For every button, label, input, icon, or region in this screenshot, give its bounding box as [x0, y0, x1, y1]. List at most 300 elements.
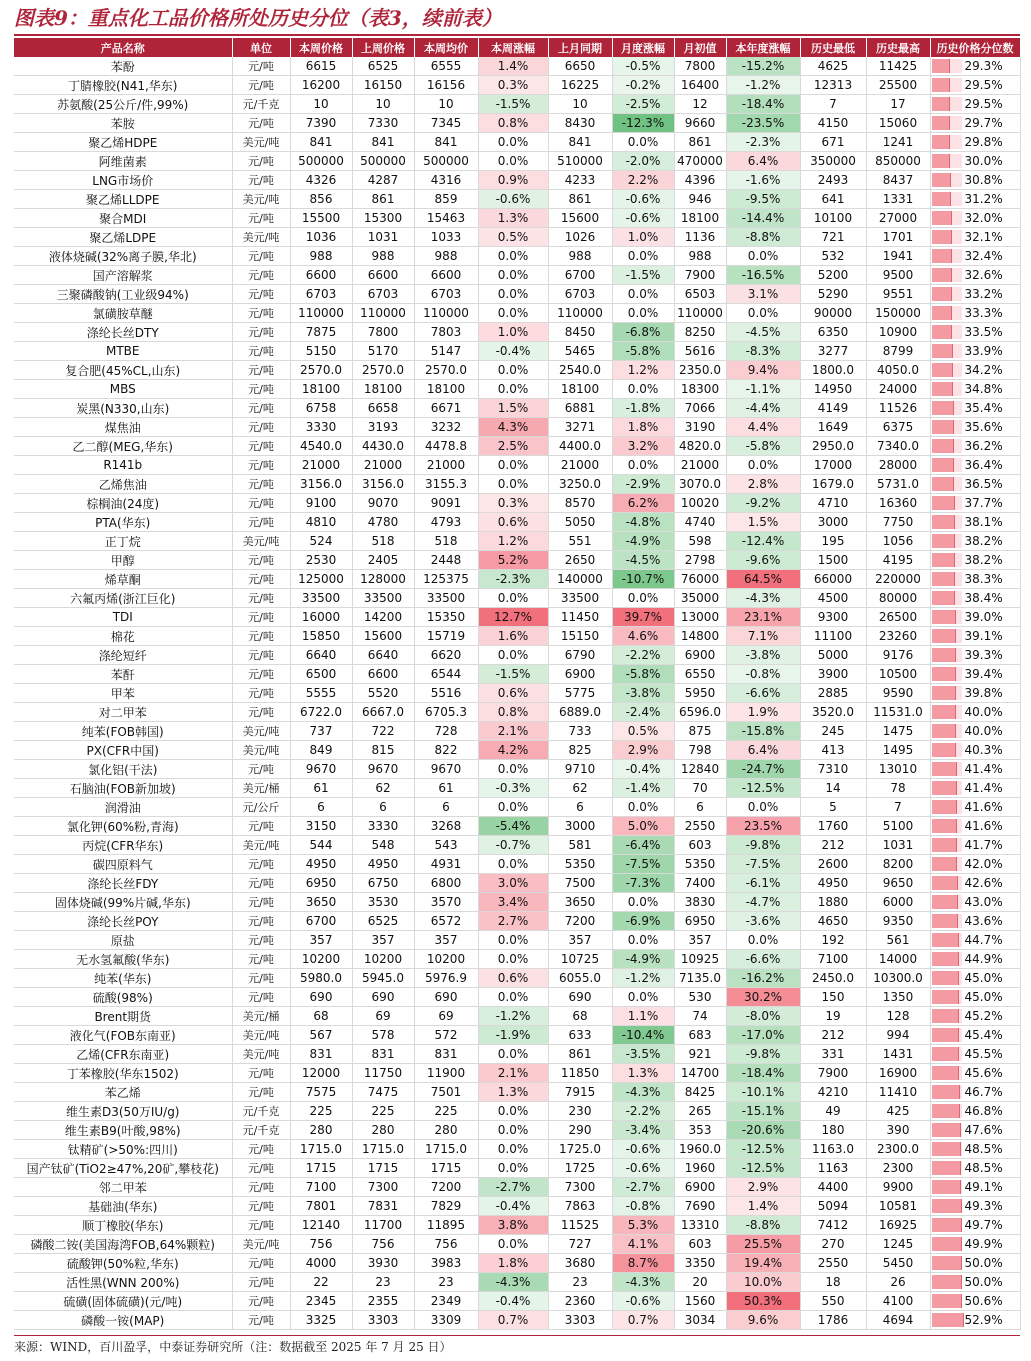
- price-last-week-cell: 10200: [352, 950, 414, 969]
- weekly-change-cell: -5.4%: [478, 817, 548, 836]
- product-name-cell: 原盐: [14, 931, 232, 950]
- product-name-cell: 硫磺(固体硫磺)(元/吨): [14, 1292, 232, 1311]
- historical-percentile-cell: [930, 171, 1020, 190]
- weekly-change-cell: -0.4%: [478, 1292, 548, 1311]
- weekly-change-cell: 0.7%: [478, 1311, 548, 1330]
- weekly-change-cell: 2.5%: [478, 437, 548, 456]
- product-name-cell: 润滑油: [14, 798, 232, 817]
- price-last-week-cell: 9070: [352, 494, 414, 513]
- price-this-week-cell: 1715.0: [290, 1140, 352, 1159]
- table-row: [14, 247, 1020, 266]
- table-row: [14, 817, 1020, 836]
- weekly-change-cell: -2.7%: [478, 1178, 548, 1197]
- table-row: [14, 1216, 1020, 1235]
- month-start-value-cell: 3034: [674, 1311, 726, 1330]
- price-last-month-cell: 5465: [548, 342, 612, 361]
- price-this-week-cell: 15850: [290, 627, 352, 646]
- weekly-change-cell: -1.2%: [478, 1007, 548, 1026]
- price-last-month-cell: 1725: [548, 1159, 612, 1178]
- percentile-value: 35.4%: [964, 401, 1003, 415]
- price-last-week-cell: 7475: [352, 1083, 414, 1102]
- avg-this-week-cell: 9091: [414, 494, 478, 513]
- historical-high-cell: 11531.0: [866, 703, 930, 722]
- product-name-cell: 涤纶长丝POY: [14, 912, 232, 931]
- historical-high-cell: 128: [866, 1007, 930, 1026]
- product-name-cell: 硫酸(98%): [14, 988, 232, 1007]
- percentile-bar: [932, 1085, 960, 1099]
- historical-percentile-cell: [930, 1007, 1020, 1026]
- monthly-change-cell: -10.7%: [612, 570, 674, 589]
- product-name-cell: 活性黑(WNN 200%): [14, 1273, 232, 1292]
- historical-low-cell: 4650: [800, 912, 866, 931]
- percentile-bar: [932, 1028, 959, 1042]
- avg-this-week-cell: 1033: [414, 228, 478, 247]
- unit-cell: 元/吨: [232, 627, 290, 646]
- ytd-change-cell: 30.2%: [726, 988, 800, 1007]
- historical-percentile-cell: [930, 285, 1020, 304]
- ytd-change-cell: -12.4%: [726, 532, 800, 551]
- column-header: 单位: [232, 38, 290, 57]
- unit-cell: 元/吨: [232, 1140, 290, 1159]
- historical-high-cell: 7340.0: [866, 437, 930, 456]
- percentile-bar: [932, 800, 957, 814]
- historical-high-cell: 9176: [866, 646, 930, 665]
- historical-low-cell: 3000: [800, 513, 866, 532]
- percentile-value: 32.1%: [964, 230, 1003, 244]
- monthly-change-cell: 39.7%: [612, 608, 674, 627]
- historical-high-cell: 5100: [866, 817, 930, 836]
- price-last-week-cell: 15600: [352, 627, 414, 646]
- ytd-change-cell: -0.8%: [726, 665, 800, 684]
- table-row: [14, 323, 1020, 342]
- price-last-month-cell: 1026: [548, 228, 612, 247]
- percentile-bar: [932, 1256, 962, 1270]
- unit-cell: 元/吨: [232, 304, 290, 323]
- historical-percentile-cell: [930, 1121, 1020, 1140]
- avg-this-week-cell: 21000: [414, 456, 478, 475]
- historical-high-cell: 2300.0: [866, 1140, 930, 1159]
- percentile-value: 41.7%: [964, 838, 1003, 852]
- price-this-week-cell: 21000: [290, 456, 352, 475]
- month-start-value-cell: 21000: [674, 456, 726, 475]
- monthly-change-cell: -10.4%: [612, 1026, 674, 1045]
- historical-high-cell: 425: [866, 1102, 930, 1121]
- price-last-month-cell: 3680: [548, 1254, 612, 1273]
- avg-this-week-cell: 3570: [414, 893, 478, 912]
- historical-high-cell: 1056: [866, 532, 930, 551]
- table-row: [14, 722, 1020, 741]
- price-last-month-cell: 10725: [548, 950, 612, 969]
- unit-cell: 元/吨: [232, 456, 290, 475]
- percentile-bar: [932, 458, 954, 472]
- product-name-cell: 邻二甲苯: [14, 1178, 232, 1197]
- monthly-change-cell: -4.9%: [612, 532, 674, 551]
- percentile-value: 45.5%: [964, 1047, 1003, 1061]
- table-row: [14, 627, 1020, 646]
- historical-percentile-cell: [930, 1216, 1020, 1235]
- product-name-cell: 阿维菌素: [14, 152, 232, 171]
- price-last-month-cell: 16225: [548, 76, 612, 95]
- price-last-week-cell: 518: [352, 532, 414, 551]
- historical-percentile-cell: [930, 551, 1020, 570]
- avg-this-week-cell: 6620: [414, 646, 478, 665]
- historical-high-cell: 994: [866, 1026, 930, 1045]
- historical-low-cell: 1800.0: [800, 361, 866, 380]
- price-last-month-cell: 988: [548, 247, 612, 266]
- percentile-bar: [932, 1009, 959, 1023]
- percentile-value: 45.6%: [964, 1066, 1003, 1080]
- historical-low-cell: 2493: [800, 171, 866, 190]
- historical-high-cell: 4100: [866, 1292, 930, 1311]
- table-row: [14, 266, 1020, 285]
- source-note: 来源：WIND，百川盈孚，中泰证券研究所（注：数据截至 2025 年 7 月 25 日）: [14, 1340, 452, 1354]
- historical-low-cell: 1163: [800, 1159, 866, 1178]
- percentile-bar: [932, 1142, 961, 1156]
- percentile-value: 30.0%: [964, 154, 1003, 168]
- month-start-value-cell: 7800: [674, 57, 726, 76]
- weekly-change-cell: 0.0%: [478, 1140, 548, 1159]
- monthly-change-cell: -12.3%: [612, 114, 674, 133]
- percentile-bar: [932, 1066, 959, 1080]
- price-last-month-cell: 8570: [548, 494, 612, 513]
- price-last-week-cell: 578: [352, 1026, 414, 1045]
- product-name-cell: 炭黑(N330,山东): [14, 399, 232, 418]
- price-last-week-cell: 861: [352, 190, 414, 209]
- price-last-week-cell: 10: [352, 95, 414, 114]
- price-this-week-cell: 18100: [290, 380, 352, 399]
- table-row: [14, 95, 1020, 114]
- historical-percentile-cell: [930, 1292, 1020, 1311]
- percentile-value: 31.2%: [964, 192, 1003, 206]
- table-row: [14, 133, 1020, 152]
- historical-low-cell: 1760: [800, 817, 866, 836]
- historical-percentile-cell: [930, 228, 1020, 247]
- unit-cell: 元/吨: [232, 437, 290, 456]
- ytd-change-cell: -9.2%: [726, 494, 800, 513]
- month-start-value-cell: 1960.0: [674, 1140, 726, 1159]
- percentile-value: 35.6%: [964, 420, 1003, 434]
- unit-cell: 元/千克: [232, 1102, 290, 1121]
- unit-cell: 元/吨: [232, 342, 290, 361]
- percentile-bar: [932, 610, 956, 624]
- ytd-change-cell: -15.8%: [726, 722, 800, 741]
- price-this-week-cell: 4540.0: [290, 437, 352, 456]
- historical-percentile-cell: [930, 1273, 1020, 1292]
- price-last-month-cell: 3250.0: [548, 475, 612, 494]
- historical-percentile-cell: [930, 57, 1020, 76]
- percentile-value: 45.0%: [964, 971, 1003, 985]
- unit-cell: 元/吨: [232, 589, 290, 608]
- price-this-week-cell: 988: [290, 247, 352, 266]
- table-row: [14, 1311, 1020, 1330]
- avg-this-week-cell: 61: [414, 779, 478, 798]
- historical-percentile-cell: [930, 1159, 1020, 1178]
- percentile-value: 44.7%: [964, 933, 1003, 947]
- month-start-value-cell: 5616: [674, 342, 726, 361]
- avg-this-week-cell: 756: [414, 1235, 478, 1254]
- percentile-bar: [932, 59, 950, 73]
- table-row: [14, 703, 1020, 722]
- ytd-change-cell: -3.6%: [726, 912, 800, 931]
- monthly-change-cell: -2.9%: [612, 475, 674, 494]
- percentile-bar: [932, 1180, 961, 1194]
- column-header: 月度涨幅: [612, 38, 674, 57]
- historical-low-cell: 192: [800, 931, 866, 950]
- unit-cell: 元/吨: [232, 950, 290, 969]
- month-start-value-cell: 12: [674, 95, 726, 114]
- price-last-month-cell: 6703: [548, 285, 612, 304]
- monthly-change-cell: 0.0%: [612, 931, 674, 950]
- price-this-week-cell: 5980.0: [290, 969, 352, 988]
- table-row: [14, 209, 1020, 228]
- price-last-month-cell: 11525: [548, 1216, 612, 1235]
- percentile-bar: [932, 97, 950, 111]
- price-last-month-cell: 33500: [548, 589, 612, 608]
- percentile-value: 47.6%: [964, 1123, 1003, 1137]
- price-last-week-cell: 11700: [352, 1216, 414, 1235]
- ytd-change-cell: -9.6%: [726, 551, 800, 570]
- table-row: [14, 57, 1020, 76]
- price-last-week-cell: 4950: [352, 855, 414, 874]
- month-start-value-cell: 603: [674, 1235, 726, 1254]
- product-name-cell: 氯化钾(60%粉,青海): [14, 817, 232, 836]
- price-last-month-cell: 68: [548, 1007, 612, 1026]
- historical-percentile-cell: [930, 266, 1020, 285]
- price-last-week-cell: 2405: [352, 551, 414, 570]
- table-row: [14, 1102, 1020, 1121]
- avg-this-week-cell: 16156: [414, 76, 478, 95]
- historical-high-cell: 850000: [866, 152, 930, 171]
- percentile-bar: [932, 1237, 962, 1251]
- price-last-week-cell: 756: [352, 1235, 414, 1254]
- price-this-week-cell: 7390: [290, 114, 352, 133]
- price-this-week-cell: 5150: [290, 342, 352, 361]
- table-header-row: [14, 38, 1020, 57]
- price-last-month-cell: 7863: [548, 1197, 612, 1216]
- product-name-cell: 无水氢氟酸(华东): [14, 950, 232, 969]
- percentile-value: 43.0%: [964, 895, 1003, 909]
- historical-low-cell: 7900: [800, 1064, 866, 1083]
- product-name-cell: 六氟丙烯(浙江巨化): [14, 589, 232, 608]
- monthly-change-cell: -2.2%: [612, 1102, 674, 1121]
- source-rule: [14, 1335, 1020, 1336]
- monthly-change-cell: 4.1%: [612, 1235, 674, 1254]
- monthly-change-cell: 2.9%: [612, 741, 674, 760]
- price-this-week-cell: 831: [290, 1045, 352, 1064]
- historical-low-cell: 12313: [800, 76, 866, 95]
- price-last-month-cell: 23: [548, 1273, 612, 1292]
- month-start-value-cell: 76000: [674, 570, 726, 589]
- month-start-value-cell: 7900: [674, 266, 726, 285]
- ytd-change-cell: -4.3%: [726, 589, 800, 608]
- month-start-value-cell: 2798: [674, 551, 726, 570]
- historical-percentile-cell: [930, 532, 1020, 551]
- historical-low-cell: 150: [800, 988, 866, 1007]
- percentile-bar: [932, 591, 955, 605]
- table-row: [14, 912, 1020, 931]
- avg-this-week-cell: 7345: [414, 114, 478, 133]
- monthly-change-cell: 1.8%: [612, 418, 674, 437]
- historical-percentile-cell: [930, 342, 1020, 361]
- percentile-value: 38.2%: [964, 553, 1003, 567]
- month-start-value-cell: 10925: [674, 950, 726, 969]
- avg-this-week-cell: 4316: [414, 171, 478, 190]
- weekly-change-cell: 5.2%: [478, 551, 548, 570]
- monthly-change-cell: 5.3%: [612, 1216, 674, 1235]
- product-name-cell: 石脑油(FOB新加坡): [14, 779, 232, 798]
- historical-high-cell: 9590: [866, 684, 930, 703]
- percentile-value: 29.5%: [964, 78, 1003, 92]
- historical-high-cell: 13010: [866, 760, 930, 779]
- product-name-cell: 钛精矿(>50%:四川): [14, 1140, 232, 1159]
- price-last-week-cell: 6640: [352, 646, 414, 665]
- product-name-cell: 正丁烷: [14, 532, 232, 551]
- historical-low-cell: 1163.0: [800, 1140, 866, 1159]
- price-this-week-cell: 4810: [290, 513, 352, 532]
- price-this-week-cell: 4000: [290, 1254, 352, 1273]
- avg-this-week-cell: 822: [414, 741, 478, 760]
- month-start-value-cell: 8425: [674, 1083, 726, 1102]
- weekly-change-cell: 4.3%: [478, 418, 548, 437]
- table-row: [14, 1045, 1020, 1064]
- monthly-change-cell: -0.6%: [612, 1159, 674, 1178]
- price-last-month-cell: 110000: [548, 304, 612, 323]
- ytd-change-cell: 1.4%: [726, 1197, 800, 1216]
- historical-high-cell: 10300.0: [866, 969, 930, 988]
- price-this-week-cell: 6722.0: [290, 703, 352, 722]
- product-name-cell: 甲苯: [14, 684, 232, 703]
- unit-cell: 美元/吨: [232, 722, 290, 741]
- avg-this-week-cell: 4478.8: [414, 437, 478, 456]
- avg-this-week-cell: 357: [414, 931, 478, 950]
- product-name-cell: 顺丁橡胶(华东): [14, 1216, 232, 1235]
- product-name-cell: 苏氨酸(25公斤/件,99%): [14, 95, 232, 114]
- product-name-cell: MBS: [14, 380, 232, 399]
- historical-high-cell: 7750: [866, 513, 930, 532]
- percentile-bar: [932, 1104, 960, 1118]
- percentile-value: 33.5%: [964, 325, 1003, 339]
- price-last-month-cell: 7300: [548, 1178, 612, 1197]
- month-start-value-cell: 6596.0: [674, 703, 726, 722]
- avg-this-week-cell: 10200: [414, 950, 478, 969]
- price-this-week-cell: 1036: [290, 228, 352, 247]
- price-this-week-cell: 7100: [290, 1178, 352, 1197]
- historical-high-cell: 16900: [866, 1064, 930, 1083]
- unit-cell: 元/吨: [232, 171, 290, 190]
- percentile-bar: [932, 629, 956, 643]
- weekly-change-cell: 0.0%: [478, 1235, 548, 1254]
- percentile-value: 38.1%: [964, 515, 1003, 529]
- historical-percentile-cell: [930, 1254, 1020, 1273]
- historical-percentile-cell: [930, 969, 1020, 988]
- price-last-month-cell: 510000: [548, 152, 612, 171]
- historical-low-cell: 7100: [800, 950, 866, 969]
- avg-this-week-cell: 3309: [414, 1311, 478, 1330]
- unit-cell: 元/吨: [232, 380, 290, 399]
- percentile-bar: [932, 1047, 959, 1061]
- table-row: [14, 437, 1020, 456]
- month-start-value-cell: 683: [674, 1026, 726, 1045]
- unit-cell: 元/吨: [232, 1273, 290, 1292]
- month-start-value-cell: 1960: [674, 1159, 726, 1178]
- monthly-change-cell: -0.8%: [612, 1197, 674, 1216]
- price-last-week-cell: 280: [352, 1121, 414, 1140]
- historical-high-cell: 1701: [866, 228, 930, 247]
- percentile-value: 45.2%: [964, 1009, 1003, 1023]
- price-last-month-cell: 6790: [548, 646, 612, 665]
- monthly-change-cell: 0.0%: [612, 133, 674, 152]
- weekly-change-cell: 0.0%: [478, 760, 548, 779]
- monthly-change-cell: 4.6%: [612, 627, 674, 646]
- monthly-change-cell: 6.2%: [612, 494, 674, 513]
- historical-low-cell: 671: [800, 133, 866, 152]
- price-last-week-cell: 21000: [352, 456, 414, 475]
- product-name-cell: 磷酸一铵(MAP): [14, 1311, 232, 1330]
- price-last-week-cell: 9670: [352, 760, 414, 779]
- weekly-change-cell: -4.3%: [478, 1273, 548, 1292]
- percentile-value: 50.6%: [964, 1294, 1003, 1308]
- avg-this-week-cell: 5976.9: [414, 969, 478, 988]
- price-last-week-cell: 4287: [352, 171, 414, 190]
- ytd-change-cell: 7.1%: [726, 627, 800, 646]
- percentile-bar: [932, 667, 956, 681]
- price-this-week-cell: 61: [290, 779, 352, 798]
- ytd-change-cell: -10.1%: [726, 1083, 800, 1102]
- month-start-value-cell: 1560: [674, 1292, 726, 1311]
- month-start-value-cell: 13000: [674, 608, 726, 627]
- percentile-bar: [932, 819, 957, 833]
- ytd-change-cell: -18.4%: [726, 1064, 800, 1083]
- month-start-value-cell: 14800: [674, 627, 726, 646]
- price-last-month-cell: 10: [548, 95, 612, 114]
- avg-this-week-cell: 15463: [414, 209, 478, 228]
- historical-low-cell: 195: [800, 532, 866, 551]
- price-this-week-cell: 12140: [290, 1216, 352, 1235]
- weekly-change-cell: 0.0%: [478, 361, 548, 380]
- unit-cell: 元/吨: [232, 874, 290, 893]
- monthly-change-cell: -4.5%: [612, 551, 674, 570]
- title-rule: [14, 34, 1020, 36]
- weekly-change-cell: 0.6%: [478, 969, 548, 988]
- weekly-change-cell: 2.1%: [478, 722, 548, 741]
- product-name-cell: 基础油(华东): [14, 1197, 232, 1216]
- monthly-change-cell: -2.0%: [612, 152, 674, 171]
- price-this-week-cell: 6758: [290, 399, 352, 418]
- historical-low-cell: 641: [800, 190, 866, 209]
- ytd-change-cell: -7.5%: [726, 855, 800, 874]
- historical-percentile-cell: [930, 1026, 1020, 1045]
- product-name-cell: 硫酸钾(50%粒,华东): [14, 1254, 232, 1273]
- product-name-cell: 苯胺: [14, 114, 232, 133]
- product-name-cell: 维生素D3(50万IU/g): [14, 1102, 232, 1121]
- weekly-change-cell: 0.0%: [478, 304, 548, 323]
- price-this-week-cell: 22: [290, 1273, 352, 1292]
- unit-cell: 元/吨: [232, 1216, 290, 1235]
- ytd-change-cell: 6.4%: [726, 741, 800, 760]
- price-last-month-cell: 62: [548, 779, 612, 798]
- unit-cell: 美元/吨: [232, 1045, 290, 1064]
- monthly-change-cell: 0.0%: [612, 456, 674, 475]
- percentile-bar: [932, 401, 954, 415]
- historical-percentile-cell: [930, 570, 1020, 589]
- unit-cell: 元/吨: [232, 1159, 290, 1178]
- monthly-change-cell: 8.7%: [612, 1254, 674, 1273]
- historical-high-cell: 16925: [866, 1216, 930, 1235]
- month-start-value-cell: 6: [674, 798, 726, 817]
- product-name-cell: 纯苯(FOB韩国): [14, 722, 232, 741]
- historical-low-cell: 14950: [800, 380, 866, 399]
- weekly-change-cell: 0.0%: [478, 133, 548, 152]
